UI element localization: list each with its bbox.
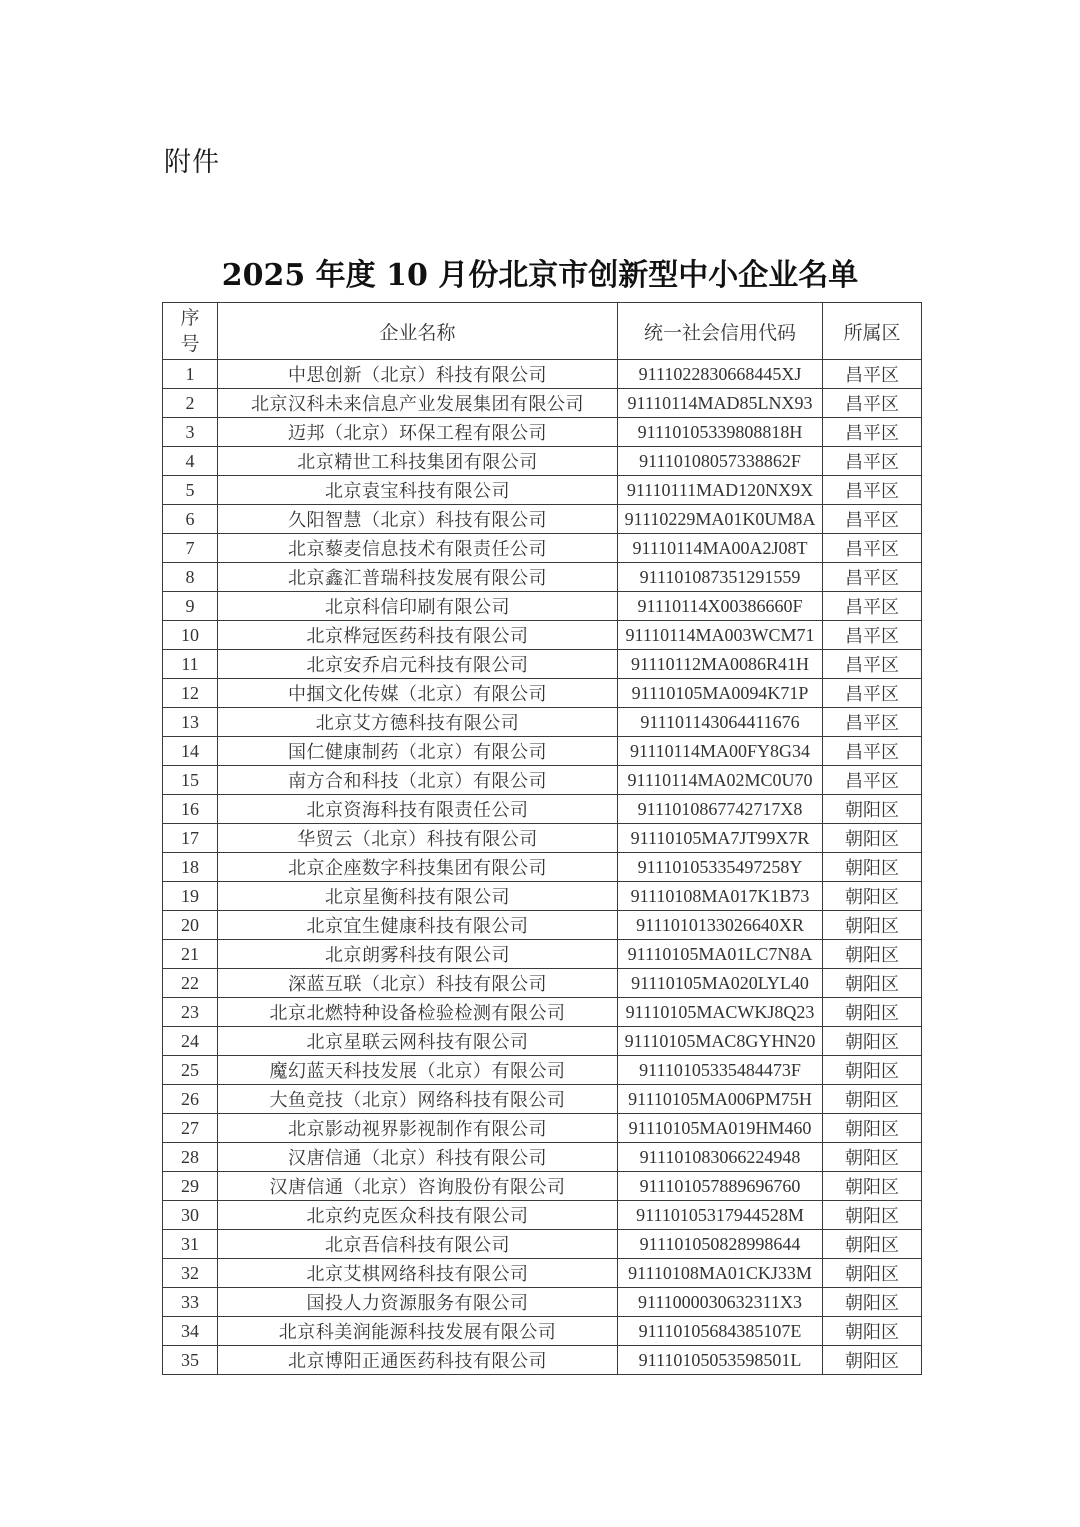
district: 朝阳区 bbox=[823, 1288, 922, 1317]
attachment-label: 附件 bbox=[164, 147, 220, 178]
credit-code: 91110114MAD85LNX93 bbox=[618, 389, 823, 418]
table-row bbox=[163, 766, 922, 795]
company-name: 北京精世工科技集团有限公司 bbox=[218, 447, 618, 476]
table-row bbox=[163, 1114, 922, 1143]
row-index: 32 bbox=[163, 1259, 218, 1288]
company-name: 中思创新（北京）科技有限公司 bbox=[218, 360, 618, 389]
document-title: 2025 年度 10 月份北京市创新型中小企业名单 bbox=[221, 258, 859, 293]
table-row bbox=[163, 1230, 922, 1259]
table-row bbox=[163, 824, 922, 853]
row-index: 25 bbox=[163, 1056, 218, 1085]
row-index: 30 bbox=[163, 1201, 218, 1230]
company-name: 久阳智慧（北京）科技有限公司 bbox=[218, 505, 618, 534]
company-name: 北京艾方德科技有限公司 bbox=[218, 708, 618, 737]
district: 朝阳区 bbox=[823, 1085, 922, 1114]
table-row bbox=[163, 1027, 922, 1056]
row-index: 6 bbox=[163, 505, 218, 534]
table-row bbox=[163, 447, 922, 476]
district: 朝阳区 bbox=[823, 824, 922, 853]
table-row bbox=[163, 1172, 922, 1201]
table-body bbox=[163, 360, 922, 1375]
table-row bbox=[163, 389, 922, 418]
company-name: 北京北燃特种设备检验检测有限公司 bbox=[218, 998, 618, 1027]
district: 朝阳区 bbox=[823, 1143, 922, 1172]
table-row bbox=[163, 563, 922, 592]
district: 昌平区 bbox=[823, 766, 922, 795]
row-index: 15 bbox=[163, 766, 218, 795]
row-index: 33 bbox=[163, 1288, 218, 1317]
company-name: 深蓝互联（北京）科技有限公司 bbox=[218, 969, 618, 998]
row-index: 14 bbox=[163, 737, 218, 766]
company-name: 北京吾信科技有限公司 bbox=[218, 1230, 618, 1259]
row-index: 26 bbox=[163, 1085, 218, 1114]
credit-code: 91110108MA01CKJ33M bbox=[618, 1259, 823, 1288]
table-row bbox=[163, 650, 922, 679]
table-row bbox=[163, 505, 922, 534]
credit-code: 9111000030632311X3 bbox=[618, 1288, 823, 1317]
row-index: 2 bbox=[163, 389, 218, 418]
credit-code: 91110114MA003WCM71 bbox=[618, 621, 823, 650]
row-index: 7 bbox=[163, 534, 218, 563]
table-row bbox=[163, 621, 922, 650]
company-name: 北京汉科未来信息产业发展集团有限公司 bbox=[218, 389, 618, 418]
row-index: 23 bbox=[163, 998, 218, 1027]
row-index: 21 bbox=[163, 940, 218, 969]
district: 朝阳区 bbox=[823, 795, 922, 824]
credit-code: 91110105335497258Y bbox=[618, 853, 823, 882]
table-row bbox=[163, 911, 922, 940]
table-row bbox=[163, 1085, 922, 1114]
row-index: 9 bbox=[163, 592, 218, 621]
district: 朝阳区 bbox=[823, 882, 922, 911]
row-index: 11 bbox=[163, 650, 218, 679]
district: 朝阳区 bbox=[823, 1027, 922, 1056]
company-name: 北京藜麦信息技术有限责任公司 bbox=[218, 534, 618, 563]
company-name: 北京企座数字科技集团有限公司 bbox=[218, 853, 618, 882]
credit-code: 911101057889696760 bbox=[618, 1172, 823, 1201]
table-row bbox=[163, 853, 922, 882]
table-row bbox=[163, 1346, 922, 1375]
table-row bbox=[163, 1288, 922, 1317]
district: 朝阳区 bbox=[823, 969, 922, 998]
credit-code: 911101087351291559 bbox=[618, 563, 823, 592]
table-row bbox=[163, 795, 922, 824]
table-header bbox=[163, 303, 922, 360]
row-index: 3 bbox=[163, 418, 218, 447]
district: 昌平区 bbox=[823, 505, 922, 534]
district: 朝阳区 bbox=[823, 1201, 922, 1230]
company-name: 国仁健康制药（北京）有限公司 bbox=[218, 737, 618, 766]
district: 朝阳区 bbox=[823, 1259, 922, 1288]
row-index: 1 bbox=[163, 360, 218, 389]
company-name: 北京星衡科技有限公司 bbox=[218, 882, 618, 911]
credit-code: 91110114MA02MC0U70 bbox=[618, 766, 823, 795]
header-credit-code: 统一社会信用代码 bbox=[618, 303, 823, 360]
row-index: 13 bbox=[163, 708, 218, 737]
company-name: 北京宜生健康科技有限公司 bbox=[218, 911, 618, 940]
district: 朝阳区 bbox=[823, 998, 922, 1027]
credit-code: 91110105MA01LC7N8A bbox=[618, 940, 823, 969]
row-index: 28 bbox=[163, 1143, 218, 1172]
row-index: 16 bbox=[163, 795, 218, 824]
company-name: 北京资海科技有限责任公司 bbox=[218, 795, 618, 824]
row-index: 19 bbox=[163, 882, 218, 911]
credit-code: 91110105MA0094K71P bbox=[618, 679, 823, 708]
table-row bbox=[163, 476, 922, 505]
table-row bbox=[163, 882, 922, 911]
table-row bbox=[163, 969, 922, 998]
credit-code: 91110114X00386660F bbox=[618, 592, 823, 621]
header-index-line2: 号 bbox=[180, 333, 200, 355]
credit-code: 911101083066224948 bbox=[618, 1143, 823, 1172]
district: 朝阳区 bbox=[823, 1114, 922, 1143]
table-row bbox=[163, 940, 922, 969]
credit-code: 91110229MA01K0UM8A bbox=[618, 505, 823, 534]
company-name: 北京安乔启元科技有限公司 bbox=[218, 650, 618, 679]
company-name: 中掴文化传媒（北京）有限公司 bbox=[218, 679, 618, 708]
row-index: 20 bbox=[163, 911, 218, 940]
credit-code: 91110105317944528M bbox=[618, 1201, 823, 1230]
credit-code: 911101143064411676 bbox=[618, 708, 823, 737]
row-index: 4 bbox=[163, 447, 218, 476]
row-index: 17 bbox=[163, 824, 218, 853]
table-row bbox=[163, 534, 922, 563]
company-name: 北京袁宝科技有限公司 bbox=[218, 476, 618, 505]
credit-code: 91110105MAC8GYHN20 bbox=[618, 1027, 823, 1056]
company-name: 北京星联云网科技有限公司 bbox=[218, 1027, 618, 1056]
credit-code: 91110111MAD120NX9X bbox=[618, 476, 823, 505]
company-name: 华贸云（北京）科技有限公司 bbox=[218, 824, 618, 853]
district: 朝阳区 bbox=[823, 911, 922, 940]
row-index: 8 bbox=[163, 563, 218, 592]
district: 朝阳区 bbox=[823, 1056, 922, 1085]
company-name: 北京艾棋网络科技有限公司 bbox=[218, 1259, 618, 1288]
company-name: 北京鑫汇普瑞科技发展有限公司 bbox=[218, 563, 618, 592]
credit-code: 91110108MA017K1B73 bbox=[618, 882, 823, 911]
credit-code: 91110108057338862F bbox=[618, 447, 823, 476]
row-index: 24 bbox=[163, 1027, 218, 1056]
row-index: 27 bbox=[163, 1114, 218, 1143]
credit-code: 911101050828998644 bbox=[618, 1230, 823, 1259]
credit-code: 91110105MA7JT99X7R bbox=[618, 824, 823, 853]
header-row bbox=[163, 303, 922, 360]
district: 朝阳区 bbox=[823, 1317, 922, 1346]
company-name: 北京博阳正通医药科技有限公司 bbox=[218, 1346, 618, 1375]
credit-code: 9111022830668445XJ bbox=[618, 360, 823, 389]
row-index: 5 bbox=[163, 476, 218, 505]
company-name: 北京桦冠医药科技有限公司 bbox=[218, 621, 618, 650]
district: 昌平区 bbox=[823, 679, 922, 708]
district: 昌平区 bbox=[823, 708, 922, 737]
credit-code: 91110105053598501L bbox=[618, 1346, 823, 1375]
district: 昌平区 bbox=[823, 360, 922, 389]
district: 昌平区 bbox=[823, 534, 922, 563]
credit-code: 91110105339808818H bbox=[618, 418, 823, 447]
credit-code: 9111010133026640XR bbox=[618, 911, 823, 940]
company-name: 汉唐信通（北京）咨询股份有限公司 bbox=[218, 1172, 618, 1201]
table-row bbox=[163, 418, 922, 447]
header-index bbox=[163, 303, 218, 360]
credit-code: 91110105MA019HM460 bbox=[618, 1114, 823, 1143]
company-list-table bbox=[162, 302, 922, 1375]
table-row bbox=[163, 1259, 922, 1288]
table-row bbox=[163, 360, 922, 389]
company-name: 国投人力资源服务有限公司 bbox=[218, 1288, 618, 1317]
district: 朝阳区 bbox=[823, 940, 922, 969]
row-index: 18 bbox=[163, 853, 218, 882]
company-name: 北京影动视界影视制作有限公司 bbox=[218, 1114, 618, 1143]
header-district: 所属区 bbox=[823, 303, 922, 360]
company-name: 魔幻蓝天科技发展（北京）有限公司 bbox=[218, 1056, 618, 1085]
credit-code: 91110105MACWKJ8Q23 bbox=[618, 998, 823, 1027]
district: 朝阳区 bbox=[823, 1346, 922, 1375]
credit-code: 91110112MA0086R41H bbox=[618, 650, 823, 679]
table-row bbox=[163, 1143, 922, 1172]
district: 昌平区 bbox=[823, 737, 922, 766]
table-row bbox=[163, 998, 922, 1027]
credit-code: 91110114MA00FY8G34 bbox=[618, 737, 823, 766]
district: 昌平区 bbox=[823, 389, 922, 418]
district: 朝阳区 bbox=[823, 1230, 922, 1259]
district: 昌平区 bbox=[823, 650, 922, 679]
row-index: 31 bbox=[163, 1230, 218, 1259]
table-row bbox=[163, 1317, 922, 1346]
row-index: 22 bbox=[163, 969, 218, 998]
district: 朝阳区 bbox=[823, 853, 922, 882]
header-index-line1: 序 bbox=[180, 307, 200, 329]
row-index: 34 bbox=[163, 1317, 218, 1346]
district: 昌平区 bbox=[823, 418, 922, 447]
table-row bbox=[163, 1056, 922, 1085]
company-name: 大鱼竞技（北京）网络科技有限公司 bbox=[218, 1085, 618, 1114]
credit-code: 91110105335484473F bbox=[618, 1056, 823, 1085]
credit-code: 9111010867742717X8 bbox=[618, 795, 823, 824]
credit-code: 91110105MA006PM75H bbox=[618, 1085, 823, 1114]
credit-code: 91110105MA020LYL40 bbox=[618, 969, 823, 998]
company-name: 南方合和科技（北京）有限公司 bbox=[218, 766, 618, 795]
company-name: 北京朗雾科技有限公司 bbox=[218, 940, 618, 969]
company-name: 汉唐信通（北京）科技有限公司 bbox=[218, 1143, 618, 1172]
row-index: 35 bbox=[163, 1346, 218, 1375]
header-company-name: 企业名称 bbox=[218, 303, 618, 360]
district: 昌平区 bbox=[823, 447, 922, 476]
table-row bbox=[163, 708, 922, 737]
district: 昌平区 bbox=[823, 563, 922, 592]
credit-code: 91110105684385107E bbox=[618, 1317, 823, 1346]
row-index: 10 bbox=[163, 621, 218, 650]
district: 昌平区 bbox=[823, 592, 922, 621]
company-name: 北京科信印刷有限公司 bbox=[218, 592, 618, 621]
district: 昌平区 bbox=[823, 621, 922, 650]
company-name: 北京约克医众科技有限公司 bbox=[218, 1201, 618, 1230]
company-name: 迈邦（北京）环保工程有限公司 bbox=[218, 418, 618, 447]
district: 昌平区 bbox=[823, 476, 922, 505]
table-row bbox=[163, 679, 922, 708]
company-name: 北京科美润能源科技发展有限公司 bbox=[218, 1317, 618, 1346]
table-row bbox=[163, 592, 922, 621]
row-index: 29 bbox=[163, 1172, 218, 1201]
credit-code: 91110114MA00A2J08T bbox=[618, 534, 823, 563]
table-row bbox=[163, 737, 922, 766]
row-index: 12 bbox=[163, 679, 218, 708]
district: 朝阳区 bbox=[823, 1172, 922, 1201]
table-row bbox=[163, 1201, 922, 1230]
